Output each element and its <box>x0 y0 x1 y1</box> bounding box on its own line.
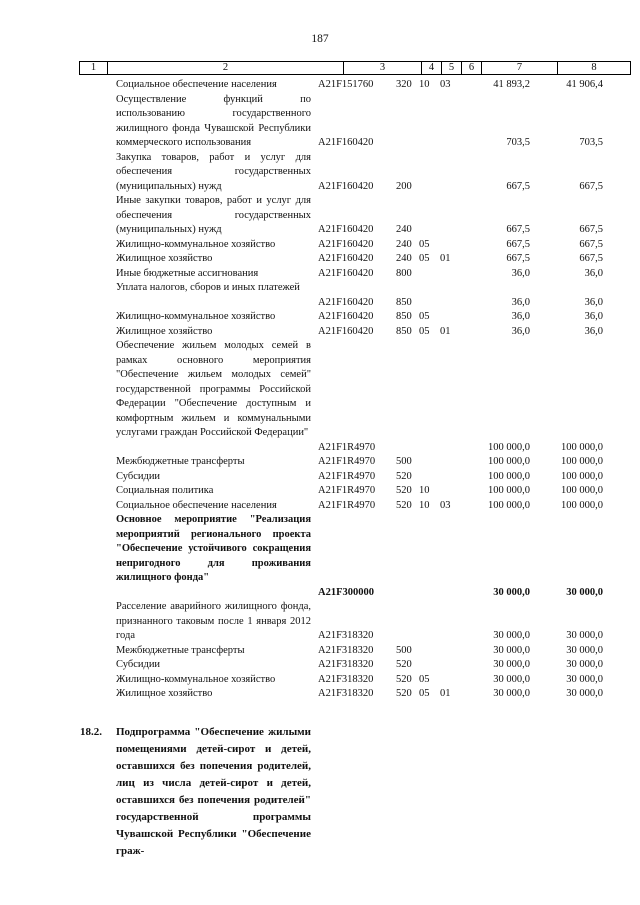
table-row <box>0 194 640 238</box>
row-amount-2023: 30 000,0 <box>493 644 530 656</box>
row-amount-2023: 667,5 <box>506 238 530 250</box>
table-row <box>0 339 640 455</box>
row-amount-2023: 667,5 <box>506 224 530 235</box>
col-header-6: 6 <box>462 62 482 75</box>
row-code: А21F160420 <box>318 253 374 264</box>
row-amount-2024: 100 000,0 <box>561 485 603 496</box>
table-row <box>0 499 640 514</box>
row-name: Расселение аварийного жилищного фонда, признанного таковым после 1 января 2012 года <box>116 601 311 641</box>
row-expense-type: 240 <box>396 253 412 264</box>
col-header-2: 2 <box>108 62 344 75</box>
col-header-4: 4 <box>422 62 442 75</box>
table-row <box>0 151 640 195</box>
row-name: Жилищное хозяйство <box>116 325 213 337</box>
row-section: 10 <box>419 499 430 511</box>
table-row <box>0 484 640 499</box>
row-amount-2024: 30 000,0 <box>566 688 603 699</box>
row-amount-2024: 100 000,0 <box>561 499 603 511</box>
row-amount-2024: 703,5 <box>579 137 603 148</box>
col-header-8: 8 <box>558 62 631 75</box>
row-name: Обеспечение жильем молодых семей в рамках основного мероприятия "Обеспечение жильем молодых семей" государственной программы Российской Федерации "Обеспечение доступным и комфортным жильем и коммунальными услугами граждан Российской Федерации" <box>116 340 311 438</box>
table-row <box>0 673 640 688</box>
row-code: А21F1R4970 <box>318 441 376 453</box>
row-amount-2024: 30 000,0 <box>566 644 603 656</box>
row-amount-2024: 100 000,0 <box>561 470 603 482</box>
row-amount-2023: 30 000,0 <box>493 673 530 685</box>
row-amount-2023: 36,0 <box>511 325 530 337</box>
row-section: 10 <box>419 485 430 496</box>
row-expense-type: 850 <box>396 325 412 337</box>
row-name: Жилищное хозяйство <box>116 688 213 699</box>
row-subsection: 03 <box>440 79 451 90</box>
row-expense-type: 850 <box>396 311 412 322</box>
row-amount-2024: 667,5 <box>579 224 603 235</box>
row-section: 05 <box>419 238 430 250</box>
row-code: А21F318320 <box>318 673 374 685</box>
table-row <box>0 600 640 644</box>
row-code: А21F1R4970 <box>318 499 376 511</box>
row-expense-type: 520 <box>396 688 412 699</box>
row-amount-2024: 30 000,0 <box>566 586 603 598</box>
row-expense-type: 520 <box>396 485 412 496</box>
col-header-1: 1 <box>80 62 108 75</box>
row-amount-2023: 36,0 <box>511 311 530 322</box>
row-section: 10 <box>419 79 430 90</box>
row-code: А21F160420 <box>318 180 374 192</box>
row-subsection: 01 <box>440 688 451 699</box>
row-code: А21F151760 <box>318 79 374 90</box>
column-header-table <box>79 61 631 75</box>
row-expense-type: 520 <box>396 499 412 511</box>
row-name: Иные бюджетные ассигнования <box>116 267 259 279</box>
row-section: 05 <box>419 325 430 337</box>
row-amount-2023: 36,0 <box>511 267 530 279</box>
row-name: Межбюджетные трансферты <box>116 644 245 656</box>
row-name: Закупка товаров, работ и услуг для обеспечения государственных (муниципальных) нужд <box>116 151 311 192</box>
row-code: А21F160420 <box>318 238 374 250</box>
row-name: Социальная политика <box>116 485 214 496</box>
col-header-5: 5 <box>442 62 462 75</box>
table-row <box>0 455 640 470</box>
row-amount-2024: 41 906,4 <box>566 79 603 90</box>
row-code: А21F160420 <box>318 311 374 322</box>
row-amount-2024: 100 000,0 <box>561 441 603 453</box>
table-row <box>0 310 640 325</box>
row-section: 05 <box>419 253 430 264</box>
row-amount-2023: 30 000,0 <box>493 659 530 670</box>
row-name: Субсидии <box>116 659 161 670</box>
row-amount-2023: 100 000,0 <box>488 470 530 482</box>
row-expense-type: 500 <box>396 456 412 467</box>
row-amount-2024: 667,5 <box>579 238 603 250</box>
row-expense-type: 240 <box>396 224 412 235</box>
row-expense-type: 200 <box>396 180 412 192</box>
page-number: 187 <box>311 33 329 45</box>
row-amount-2023: 703,5 <box>506 137 530 148</box>
table-row <box>0 470 640 485</box>
row-amount-2024: 36,0 <box>584 325 603 337</box>
table-row <box>0 78 640 93</box>
row-amount-2024: 36,0 <box>584 311 603 322</box>
row-amount-2024: 30 000,0 <box>566 659 603 670</box>
row-code: А21F1R4970 <box>318 456 376 467</box>
row-amount-2023: 667,5 <box>506 180 530 192</box>
row-amount-2024: 667,5 <box>579 253 603 264</box>
row-section: 05 <box>419 673 430 685</box>
row-expense-type: 500 <box>396 644 412 656</box>
table-row <box>0 281 640 310</box>
row-code: А21F318320 <box>318 688 374 699</box>
row-expense-type: 240 <box>396 238 412 250</box>
row-expense-type: 520 <box>396 673 412 685</box>
row-name: Уплата налогов, сборов и иных платежей <box>116 282 300 293</box>
row-name: Межбюджетные трансферты <box>116 456 245 467</box>
row-amount-2023: 100 000,0 <box>488 456 530 467</box>
row-code: А21F1R4970 <box>318 485 376 496</box>
table-row <box>0 644 640 659</box>
row-name: Субсидии <box>116 470 161 482</box>
table-row <box>0 687 640 702</box>
section-number: 18.2. <box>80 726 102 738</box>
row-name: Социальное обеспечение населения <box>116 79 277 90</box>
row-amount-2024: 36,0 <box>584 267 603 279</box>
row-name: Социальное обеспечение населения <box>116 499 277 511</box>
row-amount-2023: 100 000,0 <box>488 441 530 453</box>
row-subsection: 03 <box>440 499 451 511</box>
row-section: 05 <box>419 311 430 322</box>
row-code: А21F300000 <box>318 586 374 598</box>
row-name: Основное мероприятие "Реализация мероприятий регионального проекта "Обеспечение устойчивого сокращения непригодного для проживания жилищного фонда" <box>116 514 311 583</box>
row-name: Жилищно-коммунальное хозяйство <box>116 311 276 322</box>
row-code: А21F160420 <box>318 325 374 337</box>
row-expense-type: 520 <box>396 470 412 482</box>
table-row <box>0 325 640 340</box>
table-row <box>0 267 640 282</box>
row-expense-type: 520 <box>396 659 412 670</box>
row-name: Жилищно-коммунальное хозяйство <box>116 238 276 250</box>
row-amount-2024: 667,5 <box>579 180 603 192</box>
row-expense-type: 850 <box>396 296 412 308</box>
col-header-7: 7 <box>482 62 558 75</box>
row-amount-2024: 36,0 <box>584 296 603 308</box>
row-subsection: 01 <box>440 253 451 264</box>
row-subsection: 01 <box>440 325 451 337</box>
row-amount-2023: 30 000,0 <box>493 586 530 598</box>
row-amount-2023: 100 000,0 <box>488 499 530 511</box>
row-amount-2023: 667,5 <box>506 253 530 264</box>
row-amount-2023: 100 000,0 <box>488 485 530 496</box>
section-title: Подпрограмма "Обеспечение жилыми помещениями детей-сирот и детей, оставшихся без попечения родителей, лиц из числа детей-сирот и детей, оставшихся без попечения родителей" государственной программы Чувашской Республики "Обеспечение граж- <box>116 726 311 857</box>
table-row <box>0 238 640 253</box>
row-code: А21F160420 <box>318 267 374 279</box>
row-name: Жилищно-коммунальное хозяйство <box>116 673 276 685</box>
row-code: А21F160420 <box>318 224 374 235</box>
row-amount-2024: 30 000,0 <box>566 673 603 685</box>
row-code: А21F318320 <box>318 659 374 670</box>
row-code: А21F160420 <box>318 296 374 308</box>
row-amount-2023: 41 893,2 <box>493 79 530 90</box>
row-amount-2023: 30 000,0 <box>493 688 530 699</box>
row-name: Жилищное хозяйство <box>116 253 213 264</box>
row-code: А21F318320 <box>318 644 374 656</box>
row-name: Иные закупки товаров, работ и услуг для обеспечения государственных (муниципальных) нужд <box>116 195 311 235</box>
row-expense-type: 800 <box>396 267 412 279</box>
row-name: Осуществление функций по использованию государственного жилищного фонда Чувашской Республики коммерческого использования <box>116 93 311 148</box>
table-row <box>0 658 640 673</box>
row-amount-2024: 100 000,0 <box>561 456 603 467</box>
table-row <box>0 513 640 600</box>
col-header-3: 3 <box>344 62 422 75</box>
row-code: А21F318320 <box>318 630 374 641</box>
row-code: А21F160420 <box>318 137 374 148</box>
row-amount-2023: 30 000,0 <box>493 630 530 641</box>
table-row <box>0 252 640 267</box>
row-code: А21F1R4970 <box>318 470 376 482</box>
column-header-row <box>80 62 631 75</box>
budget-table-body <box>0 78 640 702</box>
row-amount-2024: 30 000,0 <box>566 630 603 641</box>
row-expense-type: 320 <box>396 79 412 90</box>
row-amount-2023: 36,0 <box>511 296 530 308</box>
row-section: 05 <box>419 688 430 699</box>
table-row <box>0 93 640 151</box>
